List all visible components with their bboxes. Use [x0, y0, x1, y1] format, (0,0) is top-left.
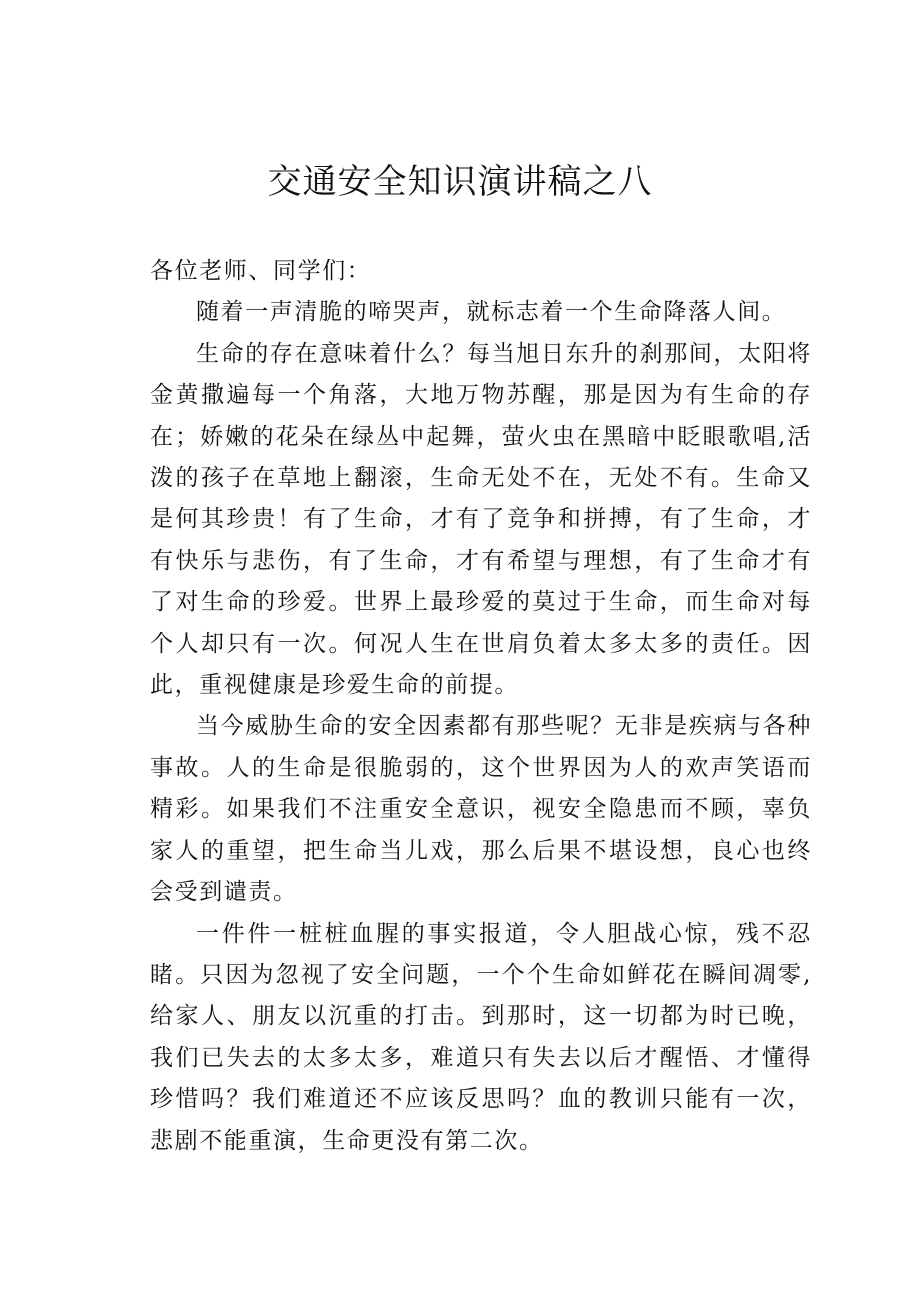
paragraph-2: 生命的存在意味着什么？每当旭日东升的刹那间，太阳将金黄撒遍每一个角落，大地万物苏醒，那是因为有生命的存在；娇嫩的花朵在绿丛中起舞，萤火虫在黑暗中眨眼歌唱,活泼的孩子在草地上翻滚，生命无处不在，无处不有。生命又是何其珍贵！有了生命，才有了竞争和拼搏，有了生命，才有快乐与悲伤，有了生命，才有希望与理想，有了生命才有了对生命的珍爱。世界上最珍爱的莫过于生命，而生命对每个人却只有一次。何况人生在世肩负着太多太多的责任。因此，重视健康是珍爱生命的前提。: [150, 340, 812, 699]
salutation: 各位老师、同学们：: [150, 258, 372, 284]
page-title: 交通安全知识演讲稿之八: [267, 162, 653, 202]
paragraph-1: 随着一声清脆的啼哭声，就标志着一个生命降落人间。: [196, 299, 787, 326]
speech-body: [150, 251, 812, 1162]
paragraph-3: 当今威胁生命的安全因素都有那些呢？无非是疾病与各种事故。人的生命是很脆弱的，这个世界因为人的欢声笑语而精彩。如果我们不注重安全意识，视安全隐患而不顾，辜负家人的重望，把生命当儿戏，那么后果不堪设想，良心也终会受到谴责。: [150, 713, 812, 906]
paragraph-4: 一件件一桩桩血腥的事实报道，令人胆战心惊，残不忍睹。只因为忽视了安全问题，一个个生命如鲜花在瞬间凋零,给家人、朋友以沉重的打击。到那时，这一切都为时已晚，我们已失去的太多太多，难道只有失去以后才醒悟、才懂得珍惜吗？我们难道还不应该反思吗？血的教训只能有一次，悲剧不能重演，生命更没有第二次。: [150, 920, 812, 1154]
